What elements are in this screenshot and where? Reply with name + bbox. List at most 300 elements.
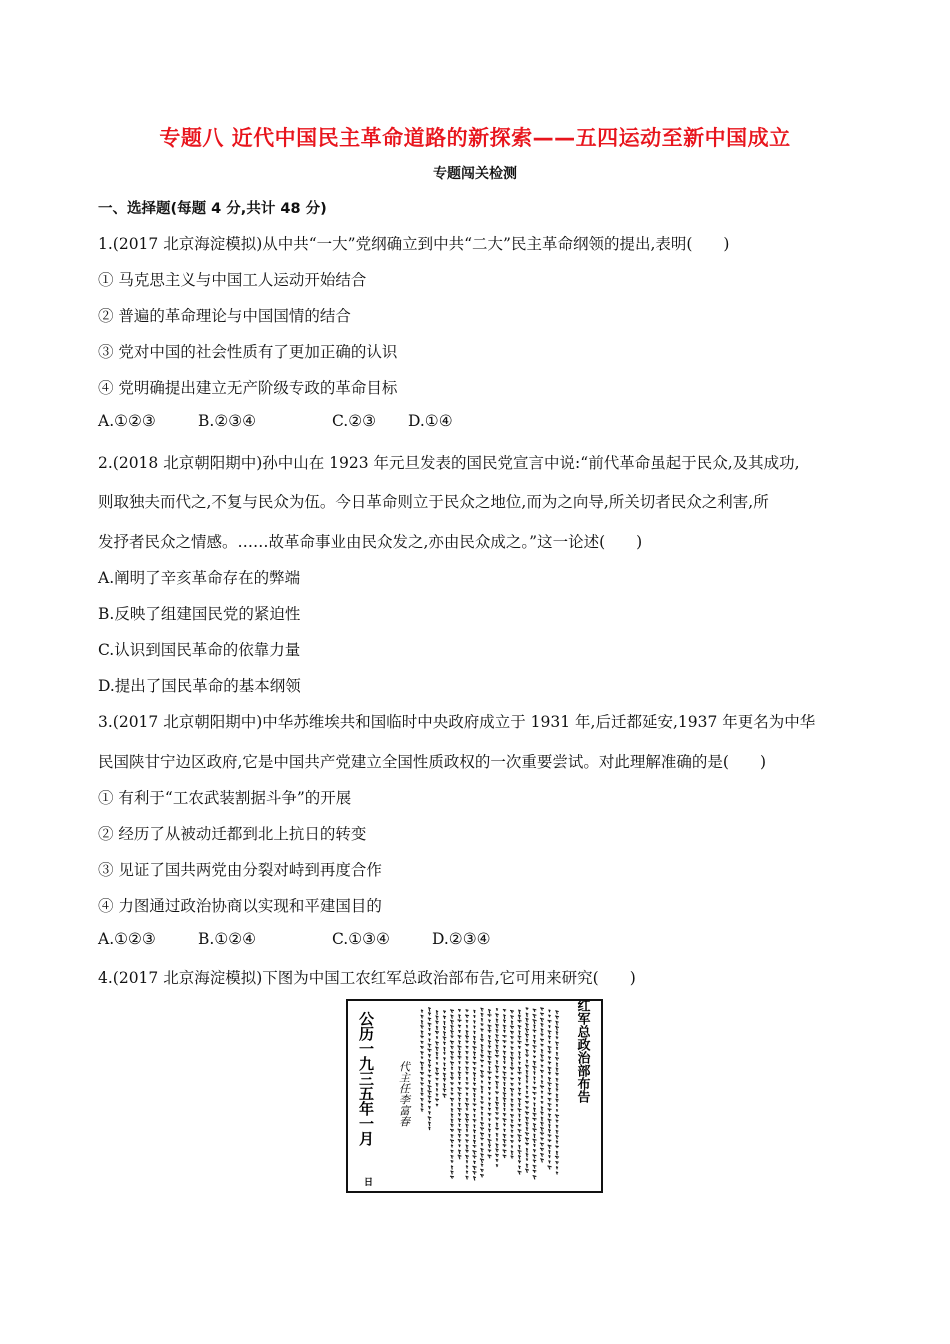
handwriting-stroke xyxy=(443,1042,446,1045)
handwriting-stroke xyxy=(480,1159,484,1163)
handwriting-stroke xyxy=(540,1055,543,1059)
handwriting-stroke xyxy=(532,1129,536,1132)
handwriting-columns xyxy=(420,1007,559,1180)
handwriting-stroke xyxy=(488,1139,492,1143)
handwriting-stroke xyxy=(450,1098,454,1101)
handwriting-stroke xyxy=(473,1073,476,1077)
handwriting-stroke xyxy=(525,1169,529,1173)
handwriting-stroke xyxy=(496,1164,498,1167)
handwriting-stroke xyxy=(458,1098,461,1101)
handwriting-stroke xyxy=(481,1107,484,1110)
handwriting-stroke xyxy=(428,1127,430,1130)
handwriting-stroke xyxy=(451,1166,453,1170)
handwriting-stroke xyxy=(533,1066,537,1070)
handwriting-stroke xyxy=(526,1127,529,1131)
handwriting-stroke xyxy=(450,1051,454,1055)
handwriting-stroke xyxy=(473,1119,477,1122)
handwriting-stroke xyxy=(488,1145,491,1148)
handwriting-stroke xyxy=(495,1034,498,1038)
handwriting-stroke xyxy=(510,1078,514,1080)
handwriting-stroke xyxy=(428,1085,432,1089)
handwriting-stroke xyxy=(428,1007,431,1011)
handwriting-stroke xyxy=(556,1130,559,1134)
handwriting-stroke xyxy=(488,1124,490,1127)
handwriting-stroke xyxy=(503,1119,507,1122)
handwriting-stroke xyxy=(450,1062,454,1066)
proclamation-date: 公历一九三五年一月 xyxy=(357,1011,375,1146)
handwriting-stroke xyxy=(458,1129,462,1133)
handwriting-stroke xyxy=(556,1094,558,1098)
handwriting-stroke xyxy=(428,1018,431,1021)
handwriting-stroke xyxy=(450,1176,454,1178)
handwriting-stroke xyxy=(428,1028,430,1031)
handwriting-stroke xyxy=(495,1076,499,1079)
handwriting-stroke xyxy=(451,1145,453,1148)
handwriting-stroke xyxy=(532,1139,536,1143)
handwriting-stroke xyxy=(488,1119,490,1122)
handwriting-stroke xyxy=(496,1019,498,1023)
handwriting-stroke xyxy=(525,1138,529,1141)
handwriting-stroke xyxy=(496,1133,498,1137)
handwriting-stroke xyxy=(518,1171,522,1175)
handwriting-stroke xyxy=(540,1018,544,1022)
handwriting-stroke xyxy=(428,1023,432,1027)
handwriting-stroke xyxy=(525,1055,528,1057)
handwriting-stroke xyxy=(428,1111,430,1114)
handwriting-stroke xyxy=(540,1086,544,1089)
handwriting-stroke xyxy=(541,1091,543,1094)
handwriting-stroke xyxy=(450,1124,453,1127)
handwriting-stroke xyxy=(548,1145,552,1149)
handwriting-stroke xyxy=(473,1057,476,1060)
handwriting-stroke xyxy=(548,1057,551,1060)
handwriting-stroke xyxy=(540,1070,544,1073)
handwriting-stroke xyxy=(488,1103,491,1106)
handwriting-stroke xyxy=(533,1072,535,1075)
handwriting-stroke xyxy=(435,1021,438,1024)
handwriting-stroke xyxy=(421,1078,424,1081)
handwriting-stroke xyxy=(458,1077,461,1080)
handwriting-stroke xyxy=(436,1052,439,1056)
question-1-item: ① 马克思主义与中国工人运动开始结合 xyxy=(98,271,367,289)
handwriting-stroke xyxy=(503,1025,506,1029)
handwriting-stroke xyxy=(518,1145,520,1149)
handwriting-stroke xyxy=(525,1143,529,1145)
handwriting-stroke xyxy=(547,1083,551,1087)
handwriting-stroke xyxy=(473,1010,475,1013)
handwriting-stroke xyxy=(533,1170,537,1172)
handwriting-stroke xyxy=(518,1098,521,1102)
handwriting-stroke xyxy=(525,1122,528,1126)
handwriting-stroke xyxy=(428,1054,431,1057)
handwriting-stroke xyxy=(548,1109,552,1112)
handwriting-stroke xyxy=(533,1056,536,1058)
handwriting-stroke xyxy=(457,1087,461,1091)
handwriting-stroke xyxy=(443,1073,446,1077)
handwriting-stroke xyxy=(503,1139,507,1143)
handwriting-stroke xyxy=(480,1138,484,1140)
handwriting-stroke xyxy=(526,1081,528,1084)
handwriting-stroke xyxy=(533,1014,537,1018)
handwriting-stroke xyxy=(443,1078,446,1081)
handwriting-stroke xyxy=(458,1082,461,1085)
handwriting-stroke xyxy=(510,1031,514,1034)
handwriting-stroke xyxy=(466,1171,468,1174)
handwriting-stroke xyxy=(518,1015,521,1019)
handwriting-stroke xyxy=(518,1067,521,1071)
handwriting-stroke xyxy=(420,1098,423,1101)
handwriting-stroke xyxy=(472,1156,476,1159)
handwriting-stroke xyxy=(556,1084,559,1088)
handwriting-stroke xyxy=(548,1124,550,1128)
handwriting-stroke xyxy=(525,1044,529,1046)
page-title: 专题八 近代中国民主革命道路的新探索——五四运动至新中国成立 xyxy=(159,126,791,150)
handwriting-stroke xyxy=(496,1029,499,1033)
handwriting-stroke xyxy=(518,1025,522,1029)
handwriting-stroke xyxy=(556,1078,559,1081)
handwriting-stroke xyxy=(466,1010,469,1012)
handwriting-stroke xyxy=(427,1091,431,1095)
handwriting-stroke xyxy=(428,1044,431,1048)
handwriting-stroke xyxy=(488,1025,492,1029)
handwriting-stroke xyxy=(473,1130,476,1133)
handwriting-stroke xyxy=(421,1015,424,1018)
handwriting-stroke xyxy=(488,1009,491,1013)
handwriting-stroke xyxy=(526,1075,529,1079)
handwriting-stroke xyxy=(458,1134,461,1137)
handwriting-stroke xyxy=(548,1020,552,1022)
handwriting-stroke xyxy=(450,1140,454,1143)
handwriting-stroke xyxy=(488,1067,490,1071)
handwriting-stroke xyxy=(503,1020,506,1023)
question-3-stem-line: 3.(2017 北京朝阳期中)中华苏维埃共和国临时中央政府成立于 1931 年,后迁都延安,1937 年更名为中华 xyxy=(98,713,816,731)
handwriting-stroke xyxy=(548,1010,550,1012)
handwriting-stroke xyxy=(451,1036,454,1038)
handwriting-stroke xyxy=(465,1067,468,1071)
handwriting-stroke xyxy=(428,1065,431,1068)
handwriting-stroke xyxy=(518,1051,520,1055)
handwriting-stroke xyxy=(555,1146,559,1148)
handwriting-stroke xyxy=(481,1164,484,1167)
handwriting-stroke xyxy=(503,1098,506,1102)
handwriting-stroke xyxy=(496,1138,498,1141)
handwriting-stroke xyxy=(540,1112,543,1115)
handwriting-stroke xyxy=(481,1086,484,1090)
handwriting-stroke xyxy=(436,1083,439,1086)
handwriting-stroke xyxy=(443,1089,446,1092)
proclamation-signature: 代主任李富春 xyxy=(397,1061,411,1127)
handwriting-stroke xyxy=(495,1107,498,1110)
handwriting-stroke xyxy=(556,1110,558,1112)
handwriting-stroke xyxy=(488,1134,490,1138)
handwriting-stroke xyxy=(458,1072,461,1076)
handwriting-stroke xyxy=(548,1036,551,1039)
handwriting-stroke xyxy=(473,1041,476,1044)
handwriting-stroke xyxy=(526,1148,528,1152)
handwriting-stroke xyxy=(466,1166,468,1169)
handwriting-stroke xyxy=(540,1013,544,1016)
handwriting-stroke xyxy=(548,1129,551,1133)
handwriting-stroke xyxy=(540,1034,543,1036)
handwriting-stroke xyxy=(473,1135,475,1139)
handwriting-stroke xyxy=(511,1042,514,1045)
proclamation-image xyxy=(346,999,603,1193)
handwriting-stroke xyxy=(465,1072,468,1074)
handwriting-stroke xyxy=(428,1101,431,1103)
question-3-item: ③ 见证了国共两党由分裂对峙到再度合作 xyxy=(98,861,382,879)
handwriting-stroke xyxy=(555,1136,558,1140)
handwriting-stroke xyxy=(503,1030,505,1033)
handwriting-stroke xyxy=(480,1133,484,1137)
page-subtitle: 专题闯关检测 xyxy=(433,166,517,182)
handwriting-stroke xyxy=(473,1062,477,1065)
handwriting-stroke xyxy=(503,1155,507,1158)
handwriting-stroke xyxy=(503,1077,507,1081)
handwriting-stroke xyxy=(495,1092,499,1094)
handwriting-stroke xyxy=(421,1109,424,1112)
handwriting-stroke xyxy=(473,1021,475,1024)
handwriting-stroke xyxy=(488,1113,492,1116)
handwriting-stroke xyxy=(525,1018,528,1022)
section-heading: 一、选择题(每题 4 分,共计 48 分) xyxy=(98,201,327,217)
handwriting-stroke xyxy=(517,1072,521,1074)
handwriting-stroke xyxy=(496,1144,499,1148)
handwriting-stroke xyxy=(518,1124,522,1126)
handwriting-stroke xyxy=(481,1013,484,1017)
handwriting-stroke xyxy=(428,1122,431,1126)
handwriting-stroke xyxy=(510,1052,513,1056)
handwriting-stroke xyxy=(496,1086,498,1089)
handwriting-stroke xyxy=(466,1056,469,1059)
handwriting-stroke xyxy=(548,1062,551,1065)
handwriting-stroke xyxy=(488,1082,491,1085)
handwriting-stroke xyxy=(443,1047,445,1051)
handwriting-stroke xyxy=(466,1030,469,1034)
option-d: D.①④ xyxy=(408,412,453,430)
question-1-options xyxy=(98,412,453,430)
handwriting-stroke xyxy=(473,1114,475,1117)
handwriting-stroke xyxy=(435,1031,439,1034)
option-b: B.①②④ xyxy=(198,930,257,948)
handwriting-stroke xyxy=(465,1134,468,1136)
handwriting-stroke xyxy=(525,1112,529,1115)
handwriting-stroke xyxy=(480,1070,484,1074)
handwriting-stroke xyxy=(480,1055,483,1058)
handwriting-stroke xyxy=(526,1070,528,1074)
handwriting-stroke xyxy=(451,1161,454,1163)
handwriting-stroke xyxy=(541,1075,543,1078)
handwriting-stroke xyxy=(420,1052,423,1055)
handwriting-stroke xyxy=(518,1036,521,1040)
handwriting-stroke xyxy=(510,1047,513,1050)
handwriting-stroke xyxy=(511,1099,514,1103)
handwriting-stroke xyxy=(511,1130,514,1133)
handwriting-stroke xyxy=(458,1155,462,1159)
handwriting-stroke xyxy=(518,1155,521,1159)
handwriting-stroke xyxy=(458,1061,460,1064)
handwriting-stroke xyxy=(503,1145,507,1147)
handwriting-stroke xyxy=(503,1113,506,1116)
handwriting-stroke xyxy=(480,1008,483,1011)
handwriting-stroke xyxy=(436,1011,438,1015)
handwriting-stroke xyxy=(555,1016,559,1019)
handwriting-stroke xyxy=(480,1174,484,1177)
handwriting-stroke xyxy=(556,1032,558,1036)
handwriting-stroke xyxy=(458,1113,461,1116)
handwriting-stroke xyxy=(458,1051,461,1055)
option-b: B.②③④ xyxy=(198,412,257,430)
handwriting-stroke xyxy=(526,1008,529,1010)
handwriting-stroke xyxy=(488,1061,492,1065)
handwriting-stroke xyxy=(443,1084,445,1088)
handwriting-stroke xyxy=(435,1078,438,1080)
handwriting-stroke xyxy=(548,1025,550,1028)
handwriting-stroke xyxy=(473,1145,477,1147)
handwriting-stroke xyxy=(540,1148,544,1151)
handwriting-stroke xyxy=(488,1020,491,1023)
handwriting-stroke xyxy=(541,1029,544,1033)
handwriting-stroke xyxy=(533,1051,536,1053)
handwriting-stroke xyxy=(436,1063,438,1065)
handwriting-stroke xyxy=(503,1082,505,1086)
handwriting-stroke xyxy=(487,1072,491,1074)
handwriting-stroke xyxy=(533,1150,536,1153)
handwriting-stroke xyxy=(443,1037,447,1041)
handwriting-stroke xyxy=(533,1040,536,1043)
handwriting-stroke xyxy=(517,1020,521,1022)
handwriting-stroke xyxy=(436,1026,438,1030)
question-1-stem: 1.(2017 北京海淀模拟)从中共“一大”党纲确立到中共“二大”民主革命纲领的提出,表明( ) xyxy=(98,235,730,253)
handwriting-stroke xyxy=(435,1073,439,1076)
handwriting-stroke xyxy=(511,1135,514,1138)
handwriting-stroke xyxy=(465,1103,469,1107)
handwriting-stroke xyxy=(495,1149,498,1152)
handwriting-stroke xyxy=(540,1127,544,1131)
handwriting-stroke xyxy=(555,1115,559,1118)
handwriting-stroke xyxy=(473,1109,476,1112)
handwriting-stroke xyxy=(541,1101,544,1103)
handwriting-stroke xyxy=(473,1161,476,1164)
handwriting-stroke xyxy=(496,1097,498,1101)
handwriting-stroke xyxy=(465,1119,469,1123)
question-2-stem-line: 发抒者民众之情感。……故革命事业由民众发之,亦由民众成之。”这一论述( ) xyxy=(98,533,643,551)
handwriting-stroke xyxy=(503,1103,505,1107)
handwriting-stroke xyxy=(556,1151,558,1155)
handwriting-stroke xyxy=(428,1075,432,1077)
handwriting-stroke xyxy=(533,1035,535,1038)
handwriting-stroke xyxy=(428,1059,431,1063)
handwriting-stroke xyxy=(481,1143,483,1146)
handwriting-stroke xyxy=(481,1044,484,1048)
handwriting-stroke xyxy=(428,1096,432,1100)
handwriting-stroke xyxy=(526,1013,529,1017)
option-d: D.②③④ xyxy=(432,930,491,948)
handwriting-stroke xyxy=(540,1039,544,1042)
handwriting-stroke xyxy=(541,1065,544,1068)
option-a: A.①②③ xyxy=(98,412,156,430)
handwriting-stroke xyxy=(525,1023,528,1027)
handwriting-stroke xyxy=(518,1093,521,1096)
handwriting-stroke xyxy=(510,1057,514,1061)
handwriting-stroke xyxy=(511,1146,513,1149)
handwriting-stroke xyxy=(548,1015,550,1017)
handwriting-stroke xyxy=(548,1098,552,1101)
handwriting-stroke xyxy=(488,1030,492,1033)
handwriting-stroke xyxy=(487,1155,491,1158)
handwriting-stroke xyxy=(488,1035,491,1039)
handwriting-stroke xyxy=(556,1172,558,1175)
handwriting-stroke xyxy=(488,1077,491,1080)
handwriting-stroke xyxy=(533,1176,537,1180)
handwriting-stroke xyxy=(473,1031,475,1034)
handwriting-stroke xyxy=(533,1103,535,1107)
handwriting-stroke xyxy=(556,1120,559,1123)
handwriting-stroke xyxy=(556,1141,558,1144)
handwriting-stroke xyxy=(466,1098,469,1102)
handwriting-stroke xyxy=(533,1134,535,1138)
handwriting-stroke xyxy=(556,1099,559,1102)
handwriting-stroke xyxy=(503,1072,507,1076)
handwriting-stroke xyxy=(481,1096,483,1099)
handwriting-stroke xyxy=(548,1114,551,1118)
handwriting-stroke xyxy=(443,1032,446,1036)
handwriting-stroke xyxy=(451,1155,454,1158)
handwriting-stroke xyxy=(555,1073,558,1075)
handwriting-stroke xyxy=(518,1166,520,1169)
handwriting-stroke xyxy=(533,1108,536,1112)
handwriting-stroke xyxy=(540,1133,544,1136)
handwriting-stroke xyxy=(495,1040,499,1044)
handwriting-stroke xyxy=(503,1015,506,1019)
handwriting-stroke xyxy=(443,1068,446,1071)
handwriting-stroke xyxy=(533,1009,537,1012)
handwriting-stroke xyxy=(473,1099,475,1102)
handwriting-stroke xyxy=(466,1129,468,1132)
handwriting-stroke xyxy=(473,1015,475,1018)
handwriting-stroke xyxy=(555,1026,559,1030)
handwriting-stroke xyxy=(556,1068,559,1072)
handwriting-stroke xyxy=(451,1088,453,1091)
handwriting-stroke xyxy=(421,1010,423,1013)
handwriting-stroke xyxy=(541,1096,543,1099)
handwriting-stroke xyxy=(436,1037,438,1040)
handwriting-stroke xyxy=(511,1094,513,1097)
handwriting-stroke xyxy=(556,1167,558,1170)
handwriting-stroke xyxy=(458,1015,460,1019)
handwriting-stroke xyxy=(510,1010,514,1013)
handwriting-stroke xyxy=(466,1020,469,1023)
handwriting-stroke xyxy=(481,1081,483,1084)
handwriting-stroke xyxy=(496,1045,499,1049)
handwriting-stroke xyxy=(518,1129,522,1132)
handwriting-stroke xyxy=(556,1063,558,1067)
handwriting-stroke xyxy=(503,1134,506,1138)
handwriting-stroke xyxy=(548,1093,552,1095)
handwriting-stroke xyxy=(436,1094,439,1097)
handwriting-stroke xyxy=(428,1106,431,1109)
handwriting-stroke xyxy=(511,1156,514,1159)
handwriting-stroke xyxy=(495,1024,499,1028)
handwriting-stroke xyxy=(525,1096,529,1098)
handwriting-stroke xyxy=(450,1041,454,1044)
handwriting-stroke xyxy=(540,1122,543,1126)
handwriting-stroke xyxy=(443,1026,446,1030)
handwriting-stroke xyxy=(525,1117,529,1121)
handwriting-stroke xyxy=(503,1009,506,1011)
handwriting-stroke xyxy=(435,1042,439,1046)
handwriting-stroke xyxy=(518,1088,521,1092)
handwriting-stroke xyxy=(556,1089,558,1092)
